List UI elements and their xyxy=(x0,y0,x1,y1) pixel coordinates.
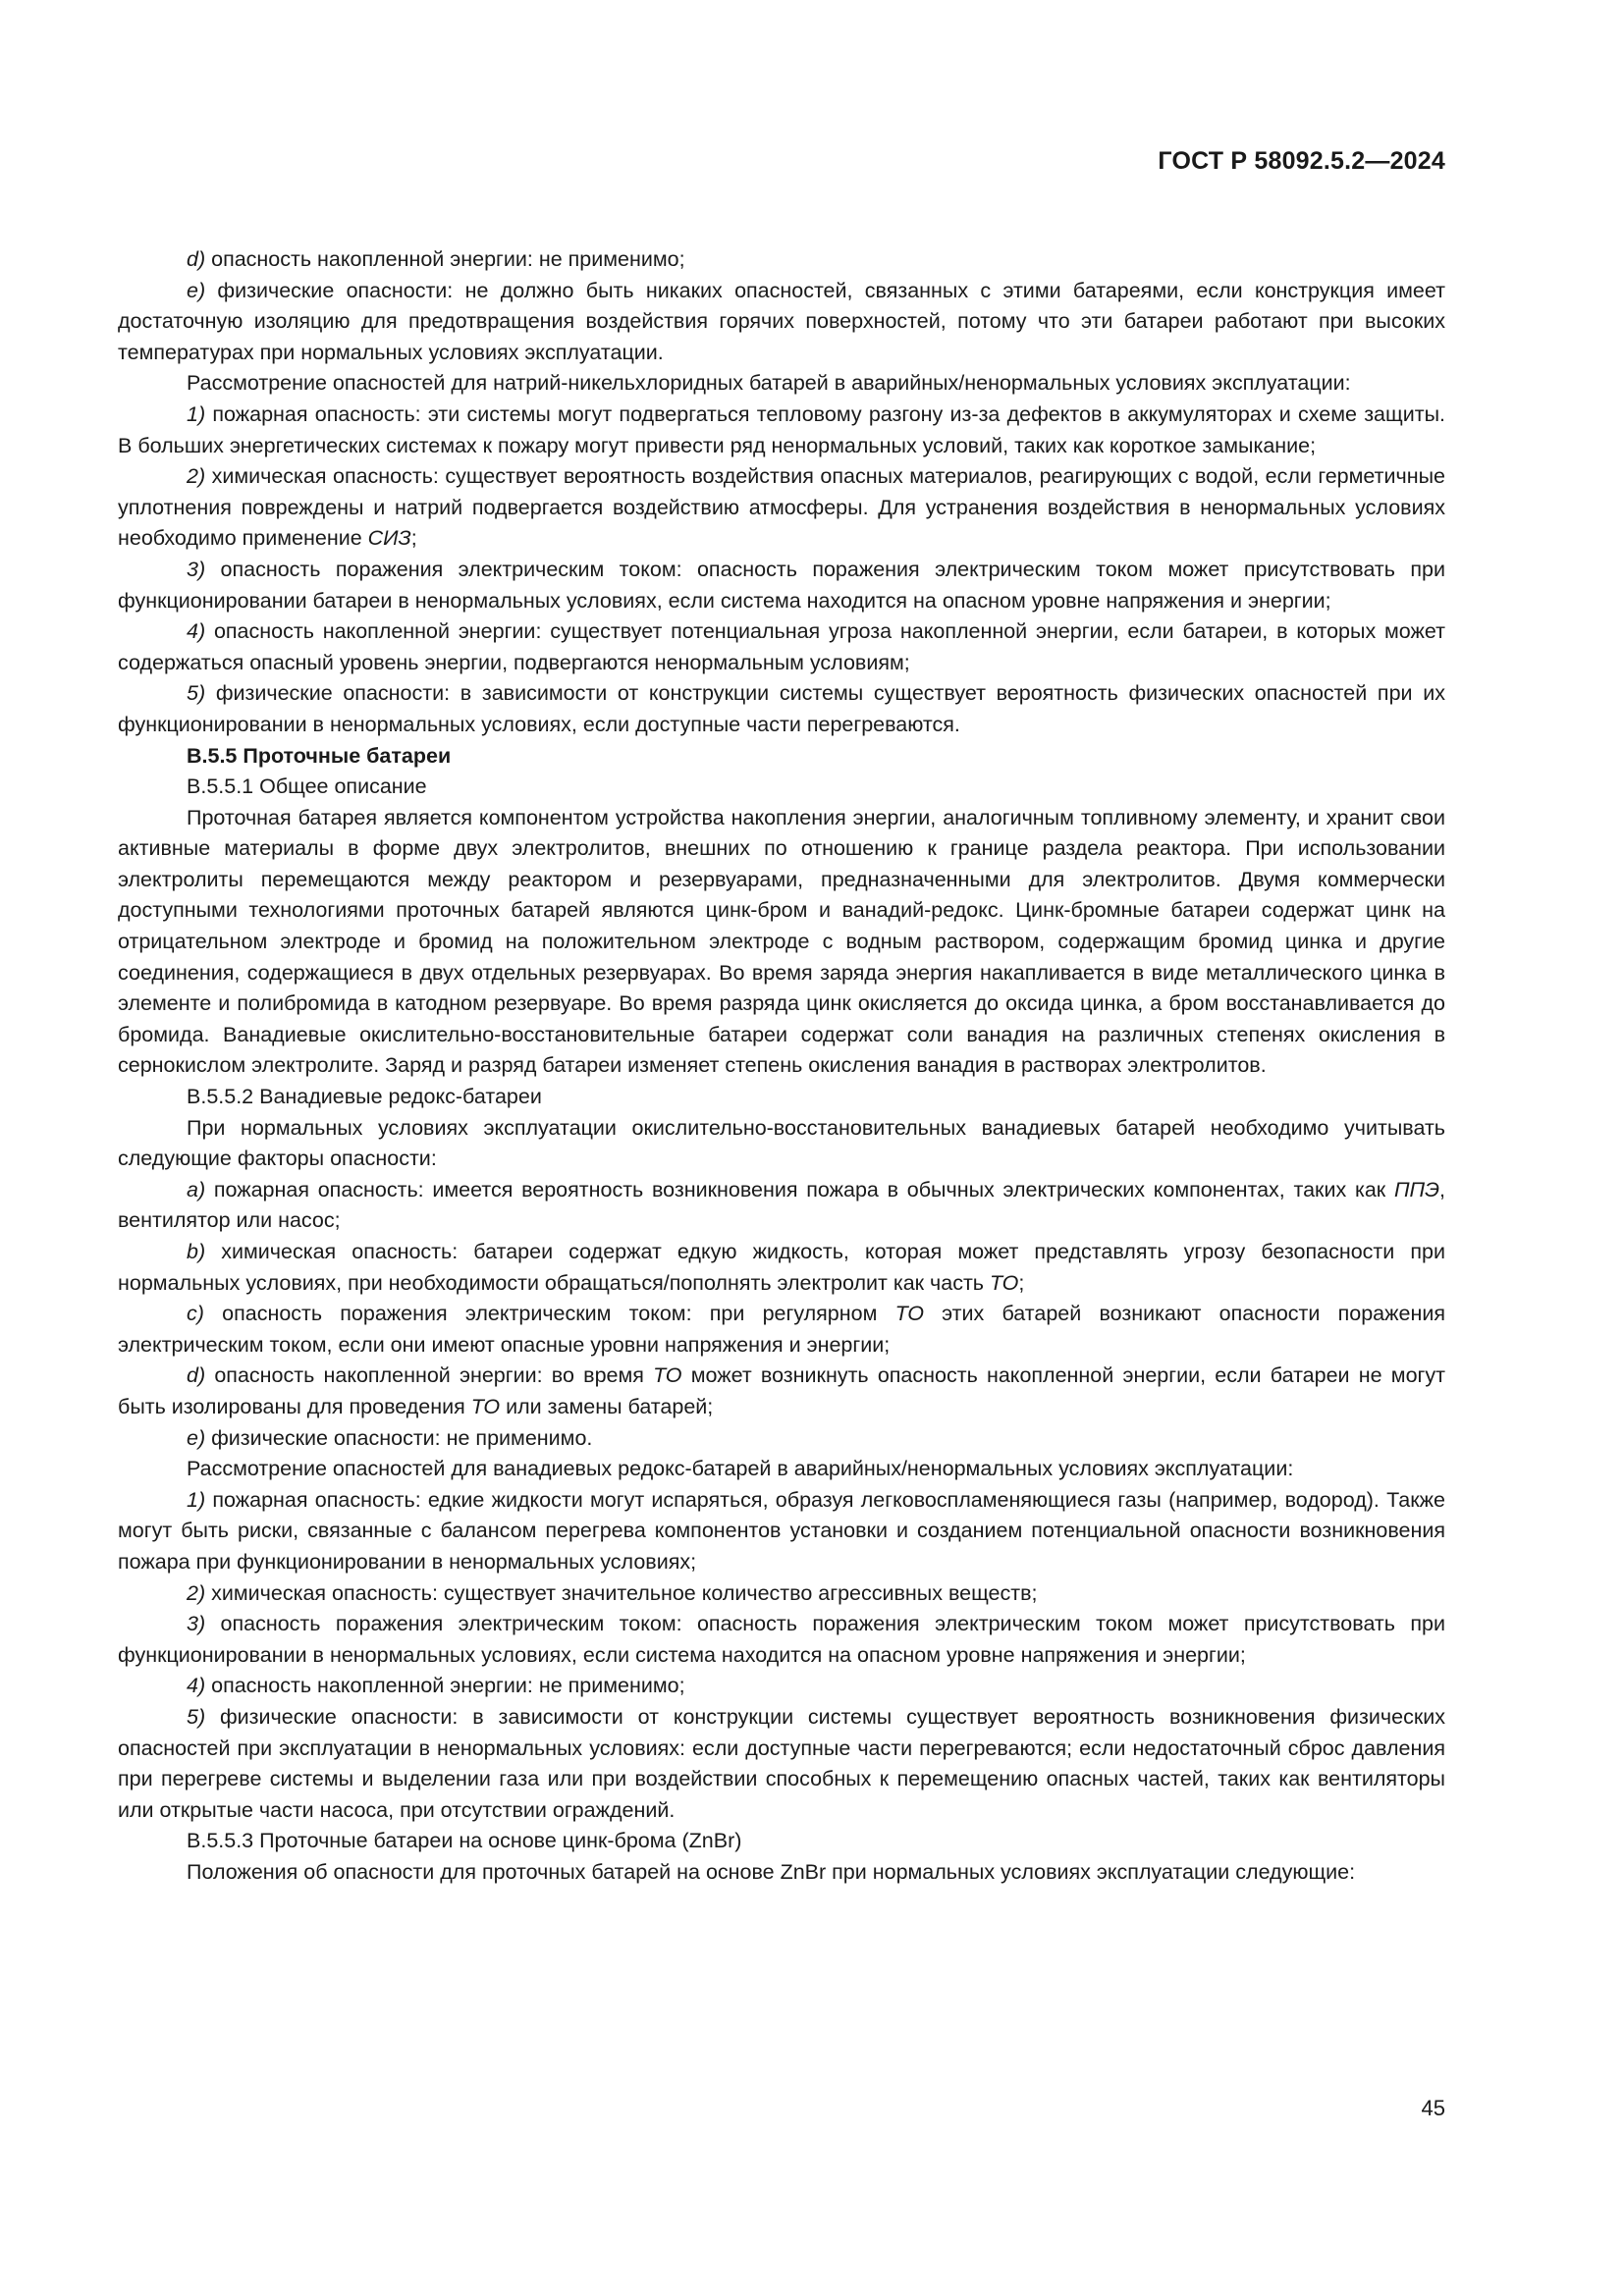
list-item-text: опасность накопленной энергии: не применимо; xyxy=(211,247,685,271)
list-item-text: этих батарей возникают опасности поражения электрическим током, если они имеют опасные уровни напряжения и энергии; xyxy=(118,1302,1445,1357)
list-item xyxy=(118,1361,1445,1422)
section-heading: В.5.5 Проточные батареи xyxy=(187,743,452,768)
document-page xyxy=(118,147,1445,1888)
list-item-text: ; xyxy=(410,526,417,551)
list-item-text: или замены батарей; xyxy=(500,1394,714,1418)
list-marker: 3) xyxy=(187,557,206,581)
list-item-text: пожарная опасность: имеется вероятность возникновения пожара в обычных электрических компонентах, таких как xyxy=(213,1177,1394,1201)
list-marker: c) xyxy=(187,1302,204,1326)
list-marker: e) xyxy=(187,278,206,302)
list-marker: 2) xyxy=(187,464,206,489)
document-body xyxy=(118,244,1445,1888)
list-item xyxy=(118,244,1445,276)
list-item xyxy=(118,1237,1445,1299)
list-marker: a) xyxy=(187,1177,206,1201)
paragraph: Проточная батарея является компонентом устройства накопления энергии, аналогичным топливному элементу, и хранит свои активные материалы в форме двух электролитов, внешних по отношению к границе раздела реактора. При использовании электролиты перемещаются между реактором и резервуарами, предназначенными для электролитов. Двумя коммерчески доступными технологиями проточных батарей являются цинк-бром и ванадий-редокс. Цинк-бромные батареи содержат цинк на отрицательном электроде и бромид на положительном электроде с водным раствором, содержащим бромид цинка и другие соединения, содержащиеся в двух отдельных резервуарах. Во время заряда энергия накапливается в виде металлического цинка в элементе и полибромида в катодном резервуаре. Во время разряда цинк окисляется до оксида цинка, а бром восстанавливается до бромида. Ванадиевые окислительно-восстановительные батареи содержат соли ванадия на различных степенях окисления в сернокислом электролите. Заряд и разряд батареи изменяет степень окисления ванадия в растворах электролитов. xyxy=(118,805,1445,1078)
list-marker: d) xyxy=(187,247,206,271)
paragraph: Положения об опасности для проточных батарей на основе ZnBr при нормальных условиях эксплуатации следующие: xyxy=(187,1859,1356,1884)
list-item xyxy=(118,1485,1445,1578)
list-marker: 4) xyxy=(187,619,206,644)
paragraph: Рассмотрение опасностей для ванадиевых редокс-батарей в аварийных/ненормальных условиях эксплуатации: xyxy=(187,1457,1294,1481)
list-item xyxy=(118,678,1445,740)
abbreviation: ТО xyxy=(989,1270,1019,1295)
list-item xyxy=(118,400,1445,461)
list-item xyxy=(118,1175,1445,1237)
list-item-text: опасность накопленной энергии: существует потенциальная угроза накопленной энергии, если батареи, в которых может содержаться опасный уровень энергии, подвергаются ненормальным условиям; xyxy=(118,619,1445,674)
list-item-text: физические опасности: в зависимости от конструкции системы существует вероятность возникновения физических опасностей при эксплуатации в ненормальных условиях: если доступные части перегреваются; если недостаточный сброс давления при перегреве системы и выделении газа или при воздействии способных к перемещению опасных частей, таких как вентиляторы или открытые части насоса, при отсутствии ограждений. xyxy=(118,1704,1445,1822)
list-item xyxy=(118,1609,1445,1671)
document-header: ГОСТ Р 58092.5.2—2024 xyxy=(1158,147,1445,175)
list-item-text: физические опасности: в зависимости от конструкции системы существует вероятность физических опасностей при их функционировании в ненормальных условиях, если доступные части перегреваются. xyxy=(118,681,1445,736)
list-marker: 1) xyxy=(187,401,206,426)
list-item-text: опасность накопленной энергии: не применимо; xyxy=(211,1674,685,1698)
list-item xyxy=(118,461,1445,555)
list-item-text: химическая опасность: батареи содержат едкую жидкость, которая может представлять угрозу безопасности при нормальных условиях, при необходимости обращаться/пополнять электролит как часть xyxy=(118,1240,1445,1295)
list-marker: 2) xyxy=(187,1580,206,1605)
abbreviation: ТО xyxy=(470,1394,501,1418)
list-item xyxy=(118,555,1445,616)
list-marker: 1) xyxy=(187,1487,206,1512)
list-item xyxy=(118,276,1445,369)
abbreviation: ППЭ xyxy=(1393,1177,1440,1201)
list-marker: 3) xyxy=(187,1612,206,1636)
page-number: 45 xyxy=(1421,2096,1445,2120)
subsection-heading: В.5.5.3 Проточные батареи на основе цинк-брома (ZnBr) xyxy=(187,1829,742,1853)
list-marker: e) xyxy=(187,1425,206,1450)
paragraph: Рассмотрение опасностей для натрий-никельхлоридных батарей в аварийных/ненормальных условиях эксплуатации: xyxy=(187,371,1351,396)
list-marker: 5) xyxy=(187,1704,206,1729)
list-item xyxy=(118,1578,1445,1610)
list-item-text: , вентилятор или насос; xyxy=(118,1177,1445,1233)
list-item-text: опасность поражения электрическим током: опасность поражения электрическим током может присутствовать при функционировании в ненормальных условиях, если система находится на опасном уровне напряжения и энергии; xyxy=(118,1612,1445,1667)
list-marker: b) xyxy=(187,1240,206,1263)
list-item-text: физические опасности: не применимо. xyxy=(211,1425,593,1450)
list-item-text: опасность накопленной энергии: во время xyxy=(214,1363,654,1388)
subsection-heading: В.5.5.1 Общее описание xyxy=(187,774,427,799)
abbreviation: ТО xyxy=(894,1302,924,1326)
list-item xyxy=(118,1702,1445,1826)
list-marker: 5) xyxy=(187,681,206,706)
list-item-text: химическая опасность: существует вероятность воздействия опасных материалов, реагирующих с водой, если герметичные уплотнения повреждены и натрий подвергается воздействию атмосферы. Для устранения воздействия в ненормальных условиях необходимо применение xyxy=(118,464,1445,551)
list-marker: d) xyxy=(187,1363,206,1388)
list-item-text: опасность поражения электрическим током: при регулярном xyxy=(222,1302,895,1326)
list-item xyxy=(118,1671,1445,1702)
abbreviation: ТО xyxy=(653,1363,682,1388)
list-marker: 4) xyxy=(187,1674,206,1698)
list-item-text: химическая опасность: существует значительное количество агрессивных веществ; xyxy=(211,1580,1038,1605)
list-item xyxy=(118,1423,1445,1455)
paragraph: При нормальных условиях эксплуатации окислительно-восстановительных ванадиевых батарей необходимо учитывать следующие факторы опасности: xyxy=(118,1115,1445,1171)
list-item-text: пожарная опасность: эти системы могут подвергаться тепловому разгону из-за дефектов в аккумуляторах и схеме защиты. В больших энергетических системах к пожару могут привести ряд ненормальных условий, таких как короткое замыкание; xyxy=(118,401,1445,457)
list-item-text: пожарная опасность: едкие жидкости могут испаряться, образуя легковоспламеняющиеся газы (например, водород). Также могут быть риски, связанные с балансом перегрева компонентов установки и созданием потенциальной опасности возникновения пожара при функционировании в ненормальных условиях; xyxy=(118,1487,1445,1574)
list-item-text: может возникнуть опасность накопленной энергии, если батареи не могут быть изолированы для проведения xyxy=(118,1363,1445,1418)
subsection-heading: В.5.5.2 Ванадиевые редокс-батареи xyxy=(187,1085,542,1109)
list-item xyxy=(118,1299,1445,1361)
list-item xyxy=(118,616,1445,678)
list-item-text: ; xyxy=(1018,1270,1025,1295)
list-item-text: физические опасности: не должно быть никаких опасностей, связанных с этими батареями, если конструкция имеет достаточную изоляцию для предотвращения воздействия горячих поверхностей, потому что эти батареи работают при высоких температурах при нормальных условиях эксплуатации. xyxy=(118,278,1445,364)
list-item-text: опасность поражения электрическим током: опасность поражения электрическим током может присутствовать при функционировании батареи в ненормальных условиях, если система находится на опасном уровне напряжения и энергии; xyxy=(118,557,1445,613)
abbreviation: СИЗ xyxy=(367,526,411,551)
